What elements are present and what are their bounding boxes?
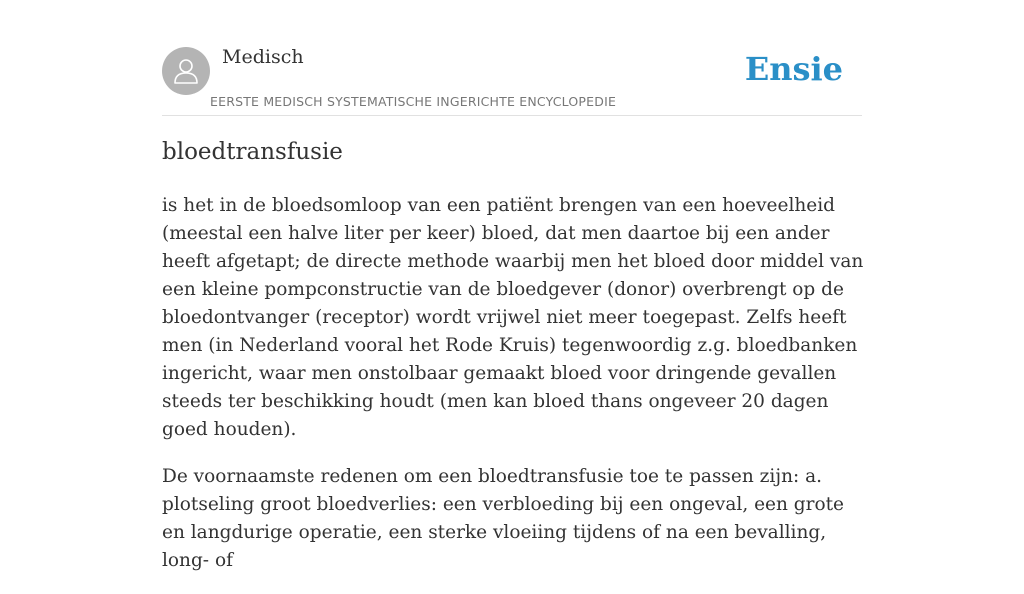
- author-name[interactable]: Medisch: [222, 46, 304, 68]
- user-silhouette-icon: [171, 56, 201, 86]
- article-paragraph: De voornaamste redenen om een bloedtransfusie toe te passen zijn: a. plotseling groot bloedverlies: een verbloeding bij een ongeval, een grote en langdurige operatie, een sterke vloeiing tijdens of na een bevalling, long- of: [162, 466, 844, 571]
- article-body: [162, 192, 864, 594]
- header-divider: [162, 115, 862, 116]
- brand-logo[interactable]: Ensie: [744, 50, 843, 88]
- article-paragraph: is het in de bloedsomloop van een patiënt brengen van een hoeveelheid (meestal een halve liter per keer) bloed, dat men daartoe bij een ander heeft afgetapt; de directe methode waarbij men het bloed door middel van een kleine pompconstructie van de bloedgever (donor) overbrengt op de bloedontvanger (receptor) wordt vrijwel niet meer toegepast. Zelfs heeft men (in Nederland vooral het Rode Kruis) tegenwoordig z.g. bloedbanken ingericht, waar men onstolbaar gemaakt bloed voor dringende gevallen steeds ter beschikking houdt (men kan bloed thans ongeveer 20 dagen goed houden).: [162, 195, 864, 440]
- article-title: bloedtransfusie: [162, 139, 343, 165]
- publication-subtitle: EERSTE MEDISCH SYSTEMATISCHE INGERICHTE ENCYCLOPEDIE: [210, 94, 617, 109]
- avatar[interactable]: [162, 47, 210, 95]
